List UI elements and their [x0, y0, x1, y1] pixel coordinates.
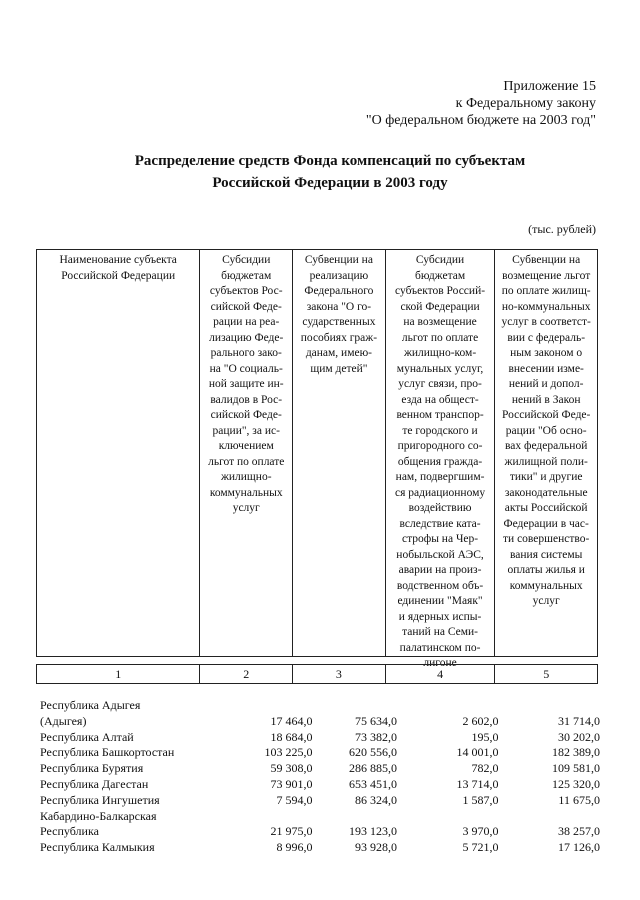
header-line: Федерального: [304, 285, 374, 297]
header-line: палатинском по-: [399, 641, 481, 654]
region-name: Республика Ингушетия: [40, 792, 160, 807]
header-col-4: [386, 250, 496, 669]
header-line: рации "Об осно-: [505, 424, 587, 437]
value-col-3: 93 928,0: [355, 840, 398, 855]
header-line: Наименование субъекта: [59, 254, 177, 266]
table-row: [40, 745, 600, 761]
header-line: ключением: [218, 440, 274, 452]
header-line: щим детей": [310, 362, 368, 375]
header-line: нений и допол-: [508, 378, 584, 390]
header-line: услуг связи, про-: [398, 378, 482, 390]
value-col-5: 30 202,0: [557, 729, 600, 744]
header-line: Российской Феде-: [501, 409, 591, 421]
title-line-2: Российской Федерации в 2003 году: [212, 175, 448, 191]
region-name: Республика Башкортостан: [40, 745, 175, 760]
appendix-line-3: "О федеральном бюджете на 2003 год": [365, 113, 596, 128]
table-row: [40, 793, 600, 809]
value-col-3: 73 382,0: [355, 729, 398, 744]
header-line: услуг в соответст-: [501, 316, 591, 328]
header-line: услуг: [232, 502, 260, 514]
header-line: таний на Семи-: [402, 626, 479, 638]
column-number: 5: [543, 667, 550, 681]
column-number-row: [36, 664, 598, 684]
header-line: Субвенции на: [304, 254, 373, 266]
value-col-2: 21 975,0: [270, 824, 313, 839]
value-col-5: 182 389,0: [551, 745, 600, 760]
header-col-3: [293, 250, 386, 656]
header-line: возмещение льгот: [502, 269, 591, 282]
region-name: Республика Калмыкия: [40, 840, 155, 855]
header-line: коммунальных: [209, 486, 283, 499]
appendix-line-2: к Федеральному закону: [455, 96, 596, 111]
table-row: [40, 730, 600, 746]
value-col-3: 75 634,0: [355, 713, 398, 728]
header-line: жилищной поли-: [504, 455, 588, 468]
header-line: но-коммунальных: [501, 300, 591, 313]
value-col-4: 13 714,0: [456, 776, 499, 791]
row-name-prefix: Кабардино-Балкарская: [40, 808, 157, 823]
table-body: [40, 698, 600, 856]
header-line: данам, имею-: [305, 347, 373, 359]
header-line: ти совершенство-: [503, 533, 590, 545]
header-line: аварии на произ-: [398, 564, 482, 576]
header-line: вания системы: [510, 548, 583, 561]
header-col-2: [200, 250, 293, 656]
region-name: (Адыгея): [40, 713, 87, 728]
region-name: Республика Бурятия: [40, 761, 144, 776]
header-line: Российской Федерации: [61, 269, 176, 282]
header-line: единении "Маяк": [397, 595, 483, 607]
table-row: [40, 761, 600, 777]
header-line: жилищно-: [220, 471, 272, 483]
header-line: вах федеральной: [504, 440, 588, 452]
value-col-3: 286 885,0: [349, 761, 398, 776]
header-line: Субвенции на: [512, 254, 581, 266]
header-line: валидов в Рос-: [210, 393, 283, 406]
value-col-4: 14 001,0: [456, 745, 499, 760]
header-line: ся радиационному: [394, 486, 486, 499]
header-col-5: [495, 250, 597, 656]
value-col-2: 73 901,0: [270, 776, 313, 791]
value-col-5: 125 320,0: [551, 776, 600, 791]
header-line: коммунальных: [509, 579, 583, 592]
header-line: субъектов Рос-: [209, 285, 283, 297]
header-line: ным законом о: [510, 347, 583, 359]
header-line: лигоне: [423, 657, 457, 669]
header-line: акты Российской: [504, 502, 588, 514]
header-line: на возмещение: [403, 316, 477, 328]
header-line: тики" и другие: [509, 471, 583, 483]
header-line: строфы на Чер-: [401, 533, 479, 545]
column-number: 4: [386, 665, 496, 683]
value-col-4: 5 721,0: [462, 840, 499, 855]
value-col-3: 86 324,0: [355, 792, 398, 807]
column-number: 2: [200, 665, 293, 683]
column-number: 1: [37, 665, 200, 683]
header-line: по оплате жилищ-: [501, 285, 591, 297]
value-col-5: 11 675,0: [558, 792, 600, 807]
table-row: [40, 777, 600, 793]
column-number: 3: [293, 665, 386, 683]
value-col-3: 653 451,0: [349, 776, 398, 791]
value-col-2: 7 594,0: [276, 792, 313, 807]
header-line: нобыльской АЭС,: [396, 548, 484, 561]
header-line: общения гражда-: [397, 455, 483, 468]
header-line: сийской Феде-: [210, 409, 282, 421]
header-line: сийской Феде-: [210, 300, 282, 313]
header-line: ной защите ин-: [208, 378, 284, 390]
header-line: вии с федераль-: [507, 331, 586, 344]
header-line: бюджетам: [414, 269, 466, 282]
header-line: жилищно-ком-: [403, 347, 477, 359]
value-col-3: 193 123,0: [349, 824, 398, 839]
header-line: лизацию Феде-: [209, 331, 284, 344]
header-line: услуг: [532, 595, 560, 607]
header-line: нений в Закон: [511, 393, 581, 406]
header-line: рации на реа-: [213, 316, 280, 328]
value-col-2: 103 225,0: [264, 745, 313, 760]
value-col-2: 17 464,0: [270, 713, 313, 728]
table-row: [40, 840, 600, 856]
value-col-5: 31 714,0: [557, 713, 600, 728]
value-col-4: 3 970,0: [462, 824, 499, 839]
table-row: [40, 824, 600, 840]
value-col-5: 109 581,0: [551, 761, 600, 776]
region-name: Республика Дагестан: [40, 776, 149, 791]
header-line: льгот по оплате: [401, 331, 479, 344]
appendix-caption: [306, 78, 596, 129]
header-line: закона "О го-: [306, 300, 372, 313]
header-line: субъектов Россий-: [395, 285, 486, 297]
header-line: мунальных услуг,: [396, 362, 484, 375]
header-line: Субсидии: [415, 254, 465, 266]
header-line: внесении изме-: [508, 362, 584, 375]
header-line: Субсидии: [222, 254, 271, 266]
header-line: водственном объ-: [396, 579, 484, 592]
header-line: ской Федерации: [400, 300, 480, 313]
header-line: езда на общест-: [401, 393, 479, 406]
header-line: воздействию: [408, 502, 472, 514]
value-col-3: 620 556,0: [349, 745, 398, 760]
document-title: [0, 150, 640, 194]
header-line: пособиях граж-: [300, 331, 378, 344]
header-line: рального зако-: [210, 347, 282, 359]
header-line: реализацию: [309, 269, 369, 282]
value-col-2: 18 684,0: [270, 729, 313, 744]
header-line: сударственных: [302, 316, 376, 328]
region-name: Республика Алтай: [40, 729, 134, 744]
value-col-5: 17 126,0: [557, 840, 600, 855]
header-line: те городского и: [402, 424, 478, 437]
header-line: венном транспор-: [396, 409, 484, 421]
value-col-4: 2 602,0: [462, 713, 499, 728]
header-line: оплаты жилья и: [507, 564, 585, 576]
header-line: законодательные: [504, 486, 588, 499]
header-line: вследствие ката-: [399, 517, 481, 530]
value-col-2: 59 308,0: [270, 761, 313, 776]
value-col-2: 8 996,0: [276, 840, 313, 855]
units-label: (тыс. рублей): [528, 222, 596, 236]
value-col-4: 195,0: [471, 729, 499, 744]
value-col-4: 1 587,0: [462, 792, 499, 807]
title-line-1: Распределение средств Фонда компенсаций по субъектам: [134, 153, 526, 169]
header-line: на "О социаль-: [209, 362, 283, 375]
region-name: Республика: [40, 824, 99, 839]
table-header: [36, 249, 598, 669]
header-line: льгот по оплате: [208, 455, 285, 468]
value-col-5: 38 257,0: [557, 824, 600, 839]
row-name-prefix: Республика Адыгея: [40, 698, 141, 712]
header-line: рации", за ис-: [212, 424, 280, 437]
header-line: и ядерных испы-: [398, 610, 482, 623]
header-line: Федерации в час-: [503, 517, 589, 530]
header-col-1: [37, 250, 200, 656]
appendix-line-1: Приложение 15: [503, 79, 596, 94]
header-line: пригородного со-: [397, 440, 483, 452]
table-row: [40, 714, 600, 730]
header-line: нам, подвергшим-: [395, 471, 485, 483]
value-col-4: 782,0: [471, 761, 499, 776]
header-line: бюджетам: [221, 269, 272, 282]
